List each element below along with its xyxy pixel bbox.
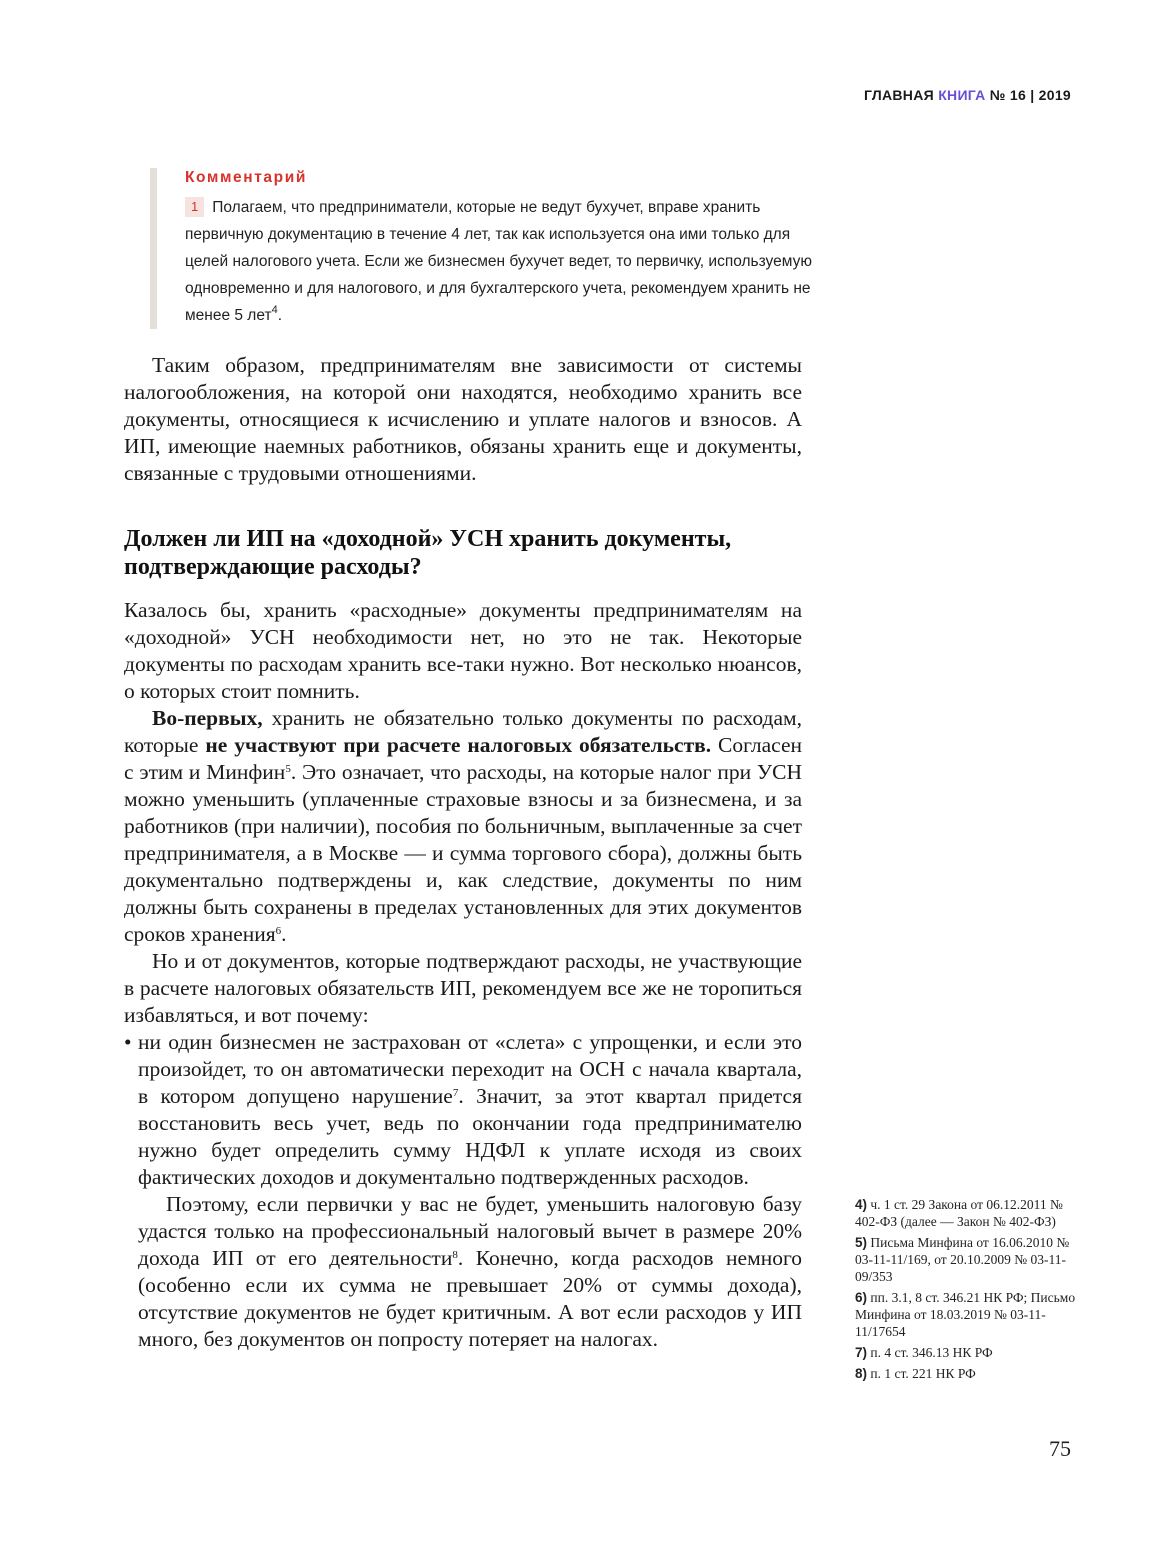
comment-box	[150, 168, 825, 329]
comment-body: Полагаем, что предприниматели, которые не ведут бухучет, вправе хранить первичную документацию в течение 4 лет, так как используется она ими только для целей налогового учета. Если же бизнесмен бухучет ведет, то первичку, используемую одновременно и для налогового, и для бухгалтерского учета, рекомендуем хранить не менее 5 лет	[185, 199, 812, 324]
sidenotes	[855, 1196, 1085, 1386]
paragraph: Поэтому, если первички у вас не будет, уменьшить налоговую базу удастся только на профессиональный налоговый вычет в размере 20% дохода ИП от его деятельности$^8$. Конечно, когда расходов немного (особенно если их сумма не превышает 20% от суммы дохода), отсутствие документов не будет критичным. А вот если расходов у ИП много, без документов он попросту потеряет на налогах.	[138, 1192, 802, 1351]
sidenote: 6) пп. 3.1, 8 ст. 346.21 НК РФ; Письмо Минфина от 18.03.2019 № 03-11-11/17654	[855, 1290, 1076, 1339]
issue-info: № 16 | 2019	[989, 87, 1071, 103]
footnote-ref: 5	[285, 763, 291, 775]
footnote-ref: 7	[452, 1087, 459, 1099]
sidenote: 8) п. 1 ст. 221 НК РФ	[855, 1366, 976, 1381]
comment-number-badge: 1	[185, 197, 204, 217]
sidenote: 4) ч. 1 ст. 29 Закона от 06.12.2011 № 402-ФЗ (далее — Закон № 402-ФЗ)	[855, 1197, 1063, 1229]
sidenote: 5) Письма Минфина от 16.06.2010 № 03-11-11/169, от 20.10.2009 № 03-11-09/353	[855, 1235, 1070, 1284]
sidenote: 7) п. 4 ст. 346.13 НК РФ	[855, 1345, 993, 1360]
paragraph: Во-первых, хранить не обязательно только документы по расходам, которые не участвуют при расчете налоговых обязательств. Согласен с этим и Минфин$^5$. Это означает, что расходы, на которые налог при УСН можно уменьшить (уплаченные страховые взносы и за бизнесмена, и за работников (при наличии), пособия по больничным, выплаченные за счет предпринимателя, а в Москве — и сумма торгового сбора), должны быть документально подтверждены и, как следствие, документы по ним должны быть сохранены в пределах установленных для этих документов сроков хранения$^6$.	[124, 706, 802, 946]
paragraph: Казалось бы, хранить «расходные» документы предпринимателям на «доходной» УСН необходимости нет, но это не так. Некоторые документы по расходам хранить все-таки нужно. Вот несколько нюансов, о которых стоит помнить.	[124, 598, 802, 703]
paragraph: Но и от документов, которые подтверждают расходы, не участвующие в расчете налоговых обязательств ИП, рекомендуем все же не торопиться избавляться, и вот почему:	[124, 949, 802, 1027]
publication-name-accent: КНИГА	[938, 87, 986, 103]
list-item: • ни один бизнесмен не застрахован от «слета» с упрощенки, и если это произойдет, то он автоматически переходит на ОСН с начала квартала, в котором допущено нарушение$^7$. Значит, за этот квартал придется восстановить весь учет, ведь по окончании года предпринимателю нужно будет определить сумму НДФЛ к уплате исходя из своих фактических доходов и документально подтвержденных расходов.	[124, 1029, 802, 1191]
footnote-ref: 6	[275, 925, 282, 937]
comment-title: Комментарий	[185, 169, 307, 186]
section-heading-block	[124, 525, 802, 581]
body-block-1	[124, 352, 802, 487]
section-heading: Должен ли ИП на «доходной» УСН хранить документы, подтверждающие расходы?	[124, 526, 732, 580]
paragraph: Таким образом, предпринимателям вне зависимости от системы налогообложения, на которой они находятся, необходимо хранить все документы, относящиеся к исчислению и уплате налогов и взносов. А ИП, имеющие наемных работников, обязаны хранить еще и документы, связанные с трудовыми отношениями.	[124, 353, 802, 485]
comment-text: 1 Полагаем, что предприниматели, которые не ведут бухучет, вправе хранить первичную документацию в течение 4 лет, так как используется она ими только для целей налогового учета. Если же бизнесмен бухучет ведет, то первичку, используемую одновременно и для налогового, и для бухгалтерского учета, рекомендуем хранить не менее 5 лет$^4$.	[185, 199, 812, 324]
body-block-2	[124, 597, 802, 1353]
footnote-ref: 4	[271, 304, 278, 316]
page-number: 75	[1049, 1436, 1071, 1461]
footnote-ref: 8	[452, 1249, 458, 1261]
running-header	[864, 87, 1071, 103]
publication-name: ГЛАВНАЯ	[863, 87, 934, 103]
